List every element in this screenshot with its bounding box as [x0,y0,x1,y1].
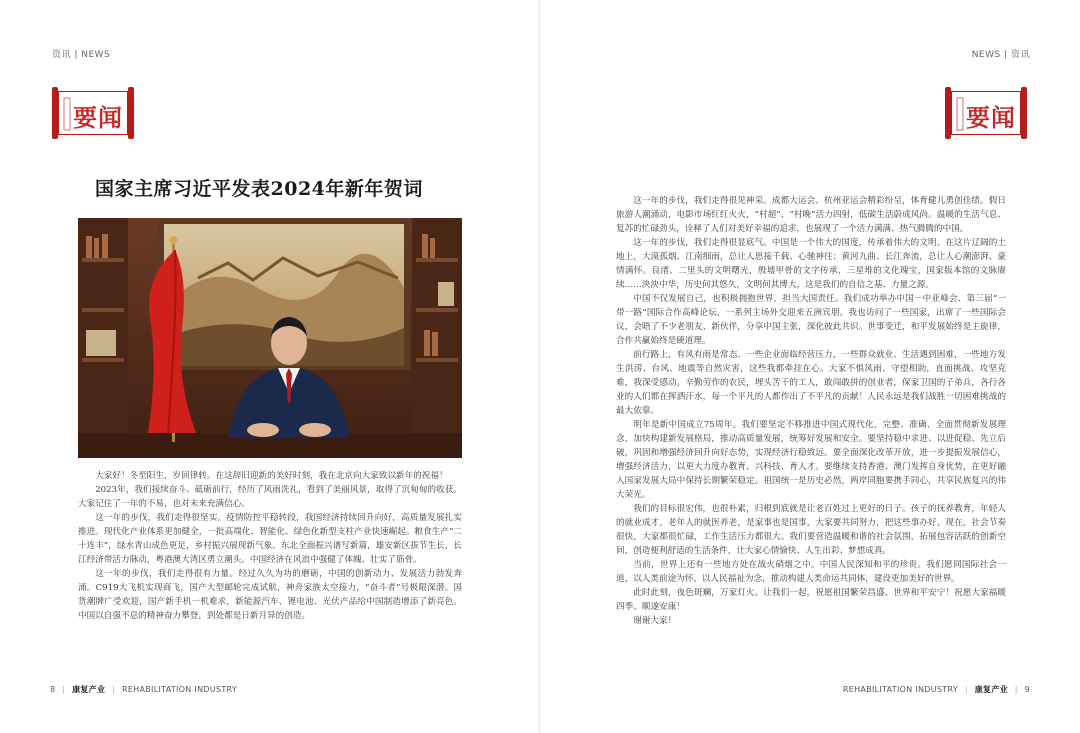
magazine-name-left: 康复产业 [72,685,106,694]
footer-left: 8 | 康复产业 | REHABILITATION INDUSTRY [50,685,238,694]
paragraph: 谢谢大家！ [633,616,677,626]
magazine-en-right: REHABILITATION INDUSTRY [842,685,959,694]
badge-small-text [63,96,71,134]
paragraph: 这一年的步伐，我们走得很有力量。经过久久为功的磨砺，中国的创新动力、发展活力勃发奔涌。C919大飞机实现商飞，国产大型邮轮完成试航，神舟家族太空接力，“奋斗者”号极限深潜。国货潮牌广受欢迎，国产新手机一机难求，新能源汽车、锂电池、光伏产品给中国制造增添了新亮色。中国以自强不息的精神奋力攀登，到处都是日新月异的创造。 [78,569,462,621]
paragraph: 明年是新中国成立75周年。我们要坚定不移推进中国式现代化，完整、准确、全面贯彻新发展理念，加快构建新发展格局，推动高质量发展，统筹好发展和安全。要坚持稳中求进、以进促稳、先立后破，巩固和增强经济回升向好态势，实现经济行稳致远。要全面深化改革开放，进一步提振发展信心，增强经济活力，以更大力度办教育、兴科技、育人才。要继续支持香港、澳门发挥自身优势，在更好融入国家发展大局中保持长期繁荣稳定。祖国统一是历史必然，两岸同胞要携手同心，共享民族复兴的伟大荣光。 [616,420,1006,500]
paragraph: 当前，世界上还有一些地方处在战火硝烟之中。中国人民深知和平的珍贵。我们愿同国际社会一道，以人类前途为怀、以人民福祉为念，推动构建人类命运共同体，建设更加美好的世界。 [616,560,1006,584]
page-number-right: 9 [1024,685,1030,694]
paragraph: 前行路上，有风有雨是常态。一些企业面临经营压力，一些群众就业、生活遇到困难，一些地方发生洪涝、台风、地震等自然灾害，这些我都牵挂在心。大家不惧风雨、守望相助，直面挑战、攻坚克难，我深受感动。辛勤劳作的农民，埋头苦干的工人，敢闯敢拼的创业者，保家卫国的子弟兵，各行各业的人们都在挥洒汗水，每一个平凡的人都作出了不平凡的贡献！人民永远是我们战胜一切困难挑战的最大依靠。 [616,350,1006,416]
paragraph: 我们的目标很宏伟，也很朴素，归根到底就是让老百姓过上更好的日子。孩子的抚养教育，年轻人的就业成才，老年人的就医养老，是家事也是国事，大家要共同努力，把这些事办好。现在，社会节奏很快，大家都很忙碌，工作生活压力都很大。我们要营造温暖和谐的社会氛围，拓展包容活跃的创新空间，创造便利舒适的生活条件，让大家心情愉快、人生出彩、梦想成真。 [616,504,1006,556]
spine-shadow [538,0,544,733]
badge-label: 要闻 [73,103,123,132]
paragraph: 大家好！冬至阳生，岁回律转。在这辞旧迎新的美好时刻，我在北京向大家致以新年的祝福！ [95,471,448,481]
header-left: 资讯 | NEWS [52,50,111,60]
speech-photo [78,218,462,458]
section-badge-left [52,87,134,139]
header-right: NEWS | 资讯 [971,50,1030,60]
magazine-en-left: REHABILITATION INDUSTRY [121,685,238,694]
section-badge-right [945,87,1027,139]
article-column-left [78,469,462,623]
footer-right: REHABILITATION INDUSTRY | 康复产业 | 9 [842,685,1030,694]
paragraph: 这一年的步伐，我们走得很坚实。疫情防控平稳转段，我国经济持续回升向好，高质量发展扎实推进。现代化产业体系更加健全，一批高端化、智能化、绿色化新型支柱产业快速崛起。粮食生产“二十连丰”，绿水青山成色更足，乡村振兴展现新气象。东北全面振兴谱写新篇，雄安新区拔节生长，长江经济带活力脉动，粤港澳大湾区勇立潮头。中国经济在风浪中强健了体魄、壮实了筋骨。 [78,513,462,565]
paragraph: 这一年的步伐，我们走得很见神采。成都大运会、杭州亚运会精彩纷呈，体育健儿勇创佳绩。假日旅游人潮涌动，电影市场红红火火，“村超”、“村晚”活力四射，低碳生活蔚成风尚。温暖的生活气息、复苏的忙碌劲头，诠释了人们对美好幸福的追求，也展现了一个活力满满、热气腾腾的中国。 [616,196,1006,234]
paragraph: 中国不仅发展自己，也积极拥抱世界，担当大国责任。我们成功举办中国－中亚峰会、第三届“一带一路”国际合作高峰论坛，一系列主场外交迎来五洲宾朋。我也访问了一些国家，出席了一些国际会议，会晤了不少老朋友、新伙伴，分享中国主张，深化彼此共识。世事变迁，和平发展始终是主旋律，合作共赢始终是硬道理。 [616,294,1006,346]
article-column-right [616,194,1006,628]
badge-small-lettering [63,96,71,132]
magazine-name-right: 康复产业 [974,685,1008,694]
paragraph: 2023年，我们接续奋斗、砥砺前行，经历了风雨洗礼，看到了美丽风景，取得了沉甸甸的收获。大家记住了一年的不易，也对未来充满信心。 [78,485,462,509]
badge-label: 要闻 [966,103,1016,132]
paragraph: 此时此刻，夜色斑斓，万家灯火。让我们一起，祝愿祖国繁荣昌盛、世界和平安宁！祝愿大家福暖四季、顺遂安康！ [616,588,1006,612]
page-number-left: 8 [50,685,56,694]
article-title: 国家主席习近平发表2024年新年贺词 [95,178,423,200]
badge-small-lettering [956,96,964,132]
paragraph: 这一年的步伐，我们走得很显底气。中国是一个伟大的国度，传承着伟大的文明。在这片辽阔的土地上，大漠孤烟、江南细雨，总让人思接千载、心驰神往；黄河九曲、长江奔流，总让人心潮澎湃、豪情满怀。良渚、二里头的文明曙光，殷墟甲骨的文字传承，三星堆的文化瑰宝，国家版本馆的文脉赓续……泱泱中华，历史何其悠久，文明何其博大，这是我们的自信之基、力量之源。 [616,238,1006,290]
